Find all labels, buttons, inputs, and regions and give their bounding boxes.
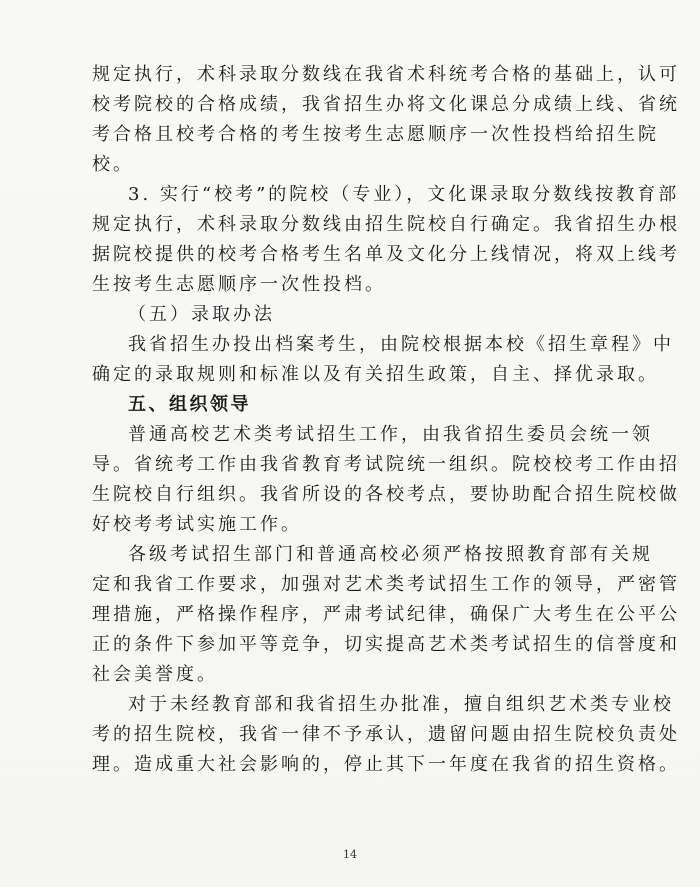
- text-line: 普通高校艺术类考试招生工作，由我省招生委员会统一领: [128, 424, 653, 445]
- document-body: [92, 60, 680, 780]
- text-line: 理。造成重大社会影响的，停止其下一年度在我省的招生资格。: [92, 754, 680, 775]
- text-line: 规定执行，术科录取分数线由招生院校自行确定。我省招生办根: [92, 214, 680, 235]
- text-line: 据院校提供的校考合格考生名单及文化分上线情况，将双上线考: [92, 244, 680, 265]
- text-line: 3. 实行“校考”的院校（专业），文化课录取分数线按教育部: [128, 184, 680, 205]
- text-line: 各级考试招生部门和普通高校必须严格按照教育部有关规: [128, 544, 653, 565]
- text-line: 生院校自行组织。我省所设的各校考点，要协助配合招生院校做: [92, 484, 680, 505]
- text-line: 定和我省工作要求，加强对艺术类考试招生工作的领导，严密管: [92, 574, 680, 595]
- text-line: 好校考考试实施工作。: [92, 514, 302, 535]
- text-line: 确定的录取规则和标准以及有关招生政策，自主、择优录取。: [92, 364, 659, 385]
- section-heading: 五、组织领导: [128, 394, 251, 415]
- text-line: 生按考生志愿顺序一次性投档。: [92, 274, 386, 295]
- text-line: 导。省统考工作由我省教育考试院统一组织。院校校考工作由招: [92, 454, 680, 475]
- text-line: 校考院校的合格成绩，我省招生办将文化课总分成绩上线、省统: [92, 94, 680, 115]
- text-line: 社会美誉度。: [92, 664, 218, 685]
- text-line: 规定执行，术科录取分数线在我省术科统考合格的基础上，认可: [92, 64, 680, 85]
- text-line: 对于未经教育部和我省招生办批准，擅自组织艺术类专业校: [128, 694, 674, 715]
- section-subheading: （五）录取办法: [128, 304, 275, 325]
- text-line: 考的招生院校，我省一律不予承认，遗留问题由招生院校负责处: [92, 724, 680, 745]
- text-line: 正的条件下参加平等竞争，切实提高艺术类考试招生的信誉度和: [92, 634, 680, 655]
- text-line: 我省招生办投出档案考生，由院校根据本校《招生章程》中: [128, 334, 674, 355]
- page-number: 14: [343, 848, 357, 861]
- text-line: 考合格且校考合格的考生按考生志愿顺序一次性投档给招生院: [92, 124, 659, 145]
- text-line: 校。: [92, 154, 134, 175]
- text-line: 理措施，严格操作程序，严肃考试纪律，确保广大考生在公平公: [92, 604, 680, 625]
